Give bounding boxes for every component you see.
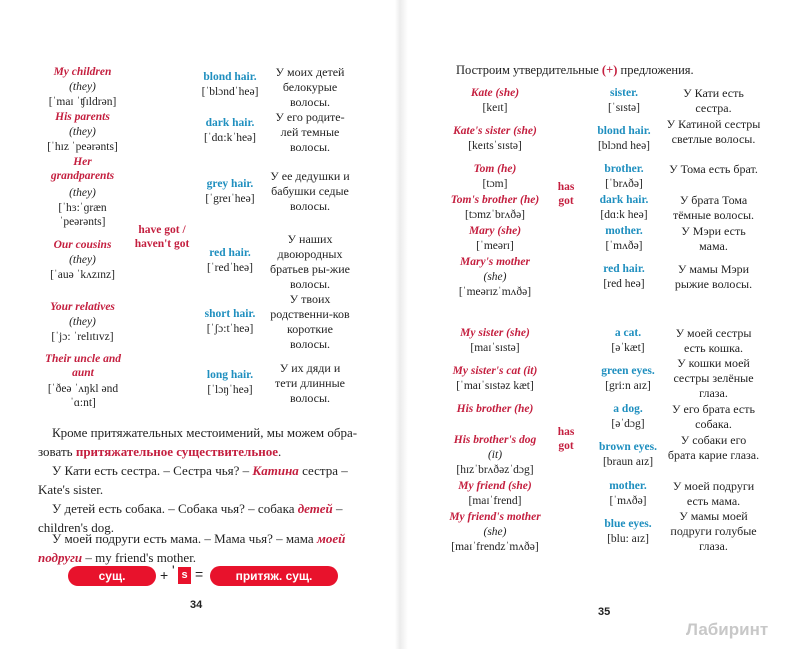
translation: У Катиной сестры светлые волосы.	[666, 117, 761, 146]
example-text: сестра – Kate's sister.	[38, 463, 348, 497]
intro-text: Кроме притяжательных местоимений, мы можем обра-зовать	[38, 425, 358, 459]
person-name: His parents	[55, 111, 110, 123]
object-transcription: [dɑ:k heə]	[600, 209, 648, 221]
object-transcription: [red heə]	[603, 278, 645, 290]
object-transcription: [ˈsɪstə]	[608, 102, 640, 114]
object-phrase: red hair.	[603, 263, 645, 275]
verb-have-got: have got / haven't got	[134, 224, 190, 250]
object-transcription: [ˈmʌðə]	[605, 240, 643, 252]
person-transcription: [ˈjɔ: ˈrelɪtɪvz]	[51, 331, 114, 343]
person-name: Our cousins	[53, 239, 112, 251]
example-text: – my friend's mother.	[82, 550, 197, 565]
subject-name: Kate's sister (she)	[453, 125, 537, 137]
example-text: У детей есть собака. – Собака чья? – собака	[52, 501, 298, 516]
plus-sign: +	[160, 567, 169, 583]
possessive-noun-intro	[38, 423, 358, 461]
example-highlight: Катина	[252, 463, 299, 478]
subject-name: Kate (she)	[470, 87, 520, 99]
hair-translation: У их дяди и тети длинные волосы.	[275, 361, 345, 405]
example-text: У моей подруги есть мама. – Мама чья? – мама	[52, 531, 317, 546]
translation: У моей подруги есть мама.	[672, 479, 755, 508]
object-phrase: mother.	[609, 480, 647, 492]
heading-text: Построим утвердительные	[456, 63, 602, 77]
hair-phrase: grey hair.	[206, 178, 254, 190]
translation: У брата Тома тёмные волосы.	[672, 193, 755, 222]
object-phrase: blue eyes.	[604, 518, 652, 530]
subject-name: His brother (he)	[456, 403, 534, 415]
subject-transcription: [keɪt]	[482, 102, 508, 114]
person-pronoun: (they)	[69, 126, 96, 138]
example-highlight: детей	[297, 501, 333, 516]
object-transcription: [ˈmʌðə]	[609, 495, 647, 507]
intro-period: .	[277, 444, 282, 459]
example-3	[38, 529, 358, 567]
hair-translation: У его родите-лей темные волосы.	[275, 110, 345, 154]
example-text: – children's dog.	[38, 501, 343, 535]
person-transcription: [ˈhɜ:ˈɡræn ˈpeərənts]	[58, 202, 107, 228]
person-name: Their uncle and aunt	[44, 353, 122, 379]
hair-transcription: [ˈlɔŋˈheə]	[207, 384, 253, 396]
person-transcription: [ˈauə ˈkʌzɪnz]	[50, 269, 115, 281]
hair-transcription: [ˈʃɔ:tˈheə]	[206, 323, 254, 335]
subject-name: Tom (he)	[473, 163, 517, 175]
object-transcription: [gri:n aɪz]	[605, 380, 651, 392]
watermark-logo: Лабиринт	[686, 620, 769, 639]
subject-name: His brother's dog	[453, 434, 537, 446]
example-text: У Кати есть сестра. – Сестра чья? –	[52, 463, 253, 478]
object-transcription: [blɔnd heə]	[597, 140, 651, 152]
object-phrase: blond hair.	[597, 125, 651, 137]
subject-name: Tom's brother (he)	[450, 194, 540, 206]
right-heading	[456, 61, 756, 80]
translation: У кошки моей сестры зелёные глаза.	[673, 356, 754, 400]
translation: У собаки его брата карие глаза.	[667, 433, 760, 462]
object-transcription: [ˈbrʌðə]	[605, 178, 643, 190]
equals-sign: =	[195, 566, 204, 582]
hair-transcription: [ˈredˈheə]	[207, 262, 253, 274]
example-1	[38, 461, 358, 499]
object-transcription: [əˈdɔg]	[611, 418, 645, 430]
object-transcription: [əˈkæt]	[611, 342, 645, 354]
hair-phrase: dark hair.	[205, 117, 255, 129]
object-phrase: a dog.	[613, 403, 643, 415]
person-pronoun: (they)	[69, 187, 96, 199]
object-phrase: dark hair.	[599, 194, 649, 206]
possessive-noun-pill: притяж. сущ.	[210, 566, 338, 586]
heading-plus: (+)	[601, 63, 618, 77]
hair-phrase: short hair.	[204, 308, 256, 320]
hair-translation: У ее дедушки и бабушки седые волосы.	[270, 169, 350, 213]
hair-translation: У твоих родственни-ков короткие волосы.	[270, 292, 350, 351]
translation: У мамы Мэри рыжие волосы.	[674, 262, 753, 291]
object-transcription: [blu: aɪz]	[607, 533, 649, 545]
subject-pronoun: (it)	[487, 449, 503, 461]
person-transcription: [ˈhɪz ˈpeərənts]	[47, 141, 118, 153]
s-box: s	[178, 567, 191, 584]
hair-phrase: blond hair.	[203, 71, 257, 83]
subject-name: My friend's mother	[449, 511, 541, 523]
object-phrase: brother.	[604, 163, 644, 175]
subject-transcription: [hɪzˈbrʌðəzˈdɔg]	[456, 464, 534, 476]
object-phrase: sister.	[609, 87, 638, 99]
subject-pronoun: (she)	[483, 271, 507, 283]
subject-transcription: [maɪˈsɪstə]	[470, 342, 520, 354]
subject-name: My sister's cat (it)	[452, 365, 538, 377]
object-phrase: green eyes.	[601, 365, 655, 377]
example-highlight: моей подруги	[38, 531, 346, 565]
heading-text: предложения.	[617, 63, 694, 77]
translation: У моей сестры есть кошка.	[675, 326, 752, 355]
person-name: Her grandparents	[50, 156, 115, 182]
hair-transcription: [ˈgreɪˈheə]	[205, 193, 255, 205]
translation: У Тома есть брат.	[669, 162, 758, 176]
hair-translation: У наших двоюродных братьев ры-жие волосы.	[270, 232, 350, 291]
hair-translation: У моих детей белокурые волосы.	[275, 65, 345, 109]
verb-has-got: has got	[557, 426, 575, 452]
apostrophe-sign: '	[172, 562, 175, 578]
subject-transcription: [keɪtsˈsɪstə]	[468, 140, 522, 152]
verb-has-got: has got	[557, 181, 575, 207]
person-pronoun: (they)	[69, 316, 96, 328]
hair-phrase: long hair.	[206, 369, 254, 381]
object-phrase: mother.	[605, 225, 643, 237]
hair-transcription: [ˈdɑ:kˈheə]	[204, 132, 256, 144]
object-phrase: a cat.	[614, 327, 642, 339]
object-phrase: brown eyes.	[599, 441, 657, 453]
subject-name: Mary's mother	[460, 256, 530, 268]
subject-pronoun: (she)	[483, 526, 507, 538]
person-pronoun: (they)	[69, 254, 96, 266]
object-transcription: [braun aɪz]	[602, 456, 654, 468]
translation: У мамы моей подруги голубые глаза.	[670, 509, 757, 553]
person-transcription: [ˈmaɪ ˈʧɪldrən]	[48, 96, 117, 108]
person-pronoun: (they)	[69, 81, 96, 93]
hair-phrase: red hair.	[209, 247, 251, 259]
page-number-right: 35	[598, 606, 611, 618]
subject-name: My friend (she)	[458, 480, 532, 492]
person-name: Your relatives	[50, 301, 115, 313]
intro-term: притяжательное существительное	[75, 444, 278, 459]
page-number-left: 34	[190, 599, 203, 611]
subject-name: Mary (she)	[468, 225, 522, 237]
translation: У его брата есть собака.	[672, 402, 755, 431]
subject-transcription: [ˈmeərɪzˈmʌðə]	[458, 286, 532, 298]
translation: У Кати есть сестра.	[683, 86, 744, 115]
person-name: My children	[53, 66, 112, 78]
subject-transcription: [maɪˈfrendzˈmʌðə]	[451, 541, 539, 553]
translation: У Мэри есть мама.	[681, 224, 746, 253]
noun-pill: сущ.	[68, 566, 156, 586]
person-transcription: [ˈðeə ˈʌŋkl ənd ˈɑ:nt]	[47, 383, 119, 409]
subject-transcription: [ˈmaɪˈsɪstəz kæt]	[456, 380, 534, 392]
subject-transcription: [tɔm]	[482, 178, 508, 190]
subject-transcription: [ˈmeərɪ]	[476, 240, 514, 252]
subject-transcription: [maɪˈfrend]	[468, 495, 522, 507]
subject-name: My sister (she)	[460, 327, 530, 339]
subject-transcription: [tɔmzˈbrʌðə]	[464, 209, 526, 221]
hair-transcription: [ˈblɔndˈheə]	[201, 86, 259, 98]
